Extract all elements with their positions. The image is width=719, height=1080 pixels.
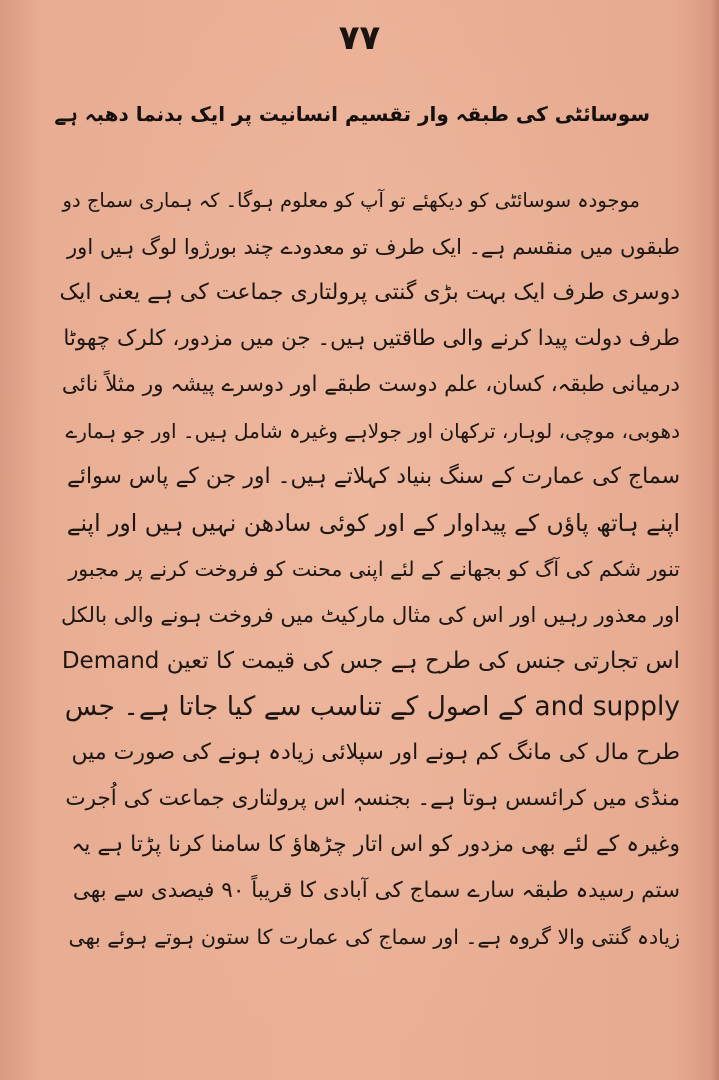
text-line: دھوبی، موچی، لوہار، ترکھان اور جولاہے وغیرہ شامل ہیں۔ اور جو ہمارے <box>65 419 680 443</box>
text-line: وغیرہ کے لئے بھی مزدور کو اس اتار چڑھاؤ کا سامنا کرنا پڑتا ہے یہ <box>71 832 680 857</box>
text-line: طرح مال کی مانگ کم ہونے اور سپلائی زیادہ ہونے کی صورت میں <box>71 740 680 765</box>
body-text <box>60 178 680 960</box>
chapter-heading: سوسائٹی کی طبقہ وار تقسیم انسانیت پر ایک بدنما دھبہ ہے <box>54 102 650 126</box>
text-line: منڈی میں کرائسس ہوتا ہے۔ بجنسہٖ اس پرولتاری جماعت کی اُجرت <box>65 786 680 811</box>
text-line: اپنے ہاتھ پاؤں کے پیداوار کے اور کوئی سادھن نہیں ہیں اور اپنے <box>66 509 680 537</box>
text-line: طرف دولت پیدا کرنے والی طاقتیں ہیں۔ جن میں مزدور، کلرک چھوٹا <box>63 326 680 351</box>
text-line: ستم رسیدہ طبقہ سارے سماج کی آبادی کا قریباً ۹۰ فیصدی سے بھی <box>72 878 680 903</box>
text-line: طبقوں میں منقسم ہے۔ ایک طرف تو معدودے چند بورژوا لوگ ہیں اور <box>67 235 680 259</box>
text-line: دوسری طرف ایک بہت بڑی گنتی پرولتاری جماعت کی ہے یعنی ایک <box>59 280 680 305</box>
text-line: درمیانی طبقہ، کسان، علم دوست طبقے اور دوسرے پیشہ ور مثلاً نائی <box>61 372 680 397</box>
text-line: اور معذور رہیں اور اس کی مثال مارکیٹ میں فروخت ہونے والی بالکل <box>60 603 680 627</box>
text-line: اس تجارتی جنس کی طرح ہے جس کی قیمت کا تعین Demand <box>61 648 680 674</box>
page-number: ۷۷ <box>338 18 381 58</box>
text-line: and supply کے اصول کے تناسب سے کیا جاتا ہے۔ جس <box>64 691 680 722</box>
text-line: زیادہ گنتی والا گروہ ہے۔ اور سماج کی عمارت کا ستون ہوتے ہوئے بھی <box>68 925 680 949</box>
page-edge-shadow <box>711 0 719 1080</box>
text-line: موجودہ سوسائٹی کو دیکھئے تو آپ کو معلوم ہوگا۔ کہ ہماری سماج دو <box>62 189 640 212</box>
text-line: سماج کی عمارت کے سنگ بنیاد کہلاتے ہیں۔ اور جن کے پاس سوائے <box>66 464 680 489</box>
text-line: تنور شکم کی آگ کو بجھانے کے لئے اپنی محنت کو فروخت کرنے پر مجبور <box>68 557 680 581</box>
